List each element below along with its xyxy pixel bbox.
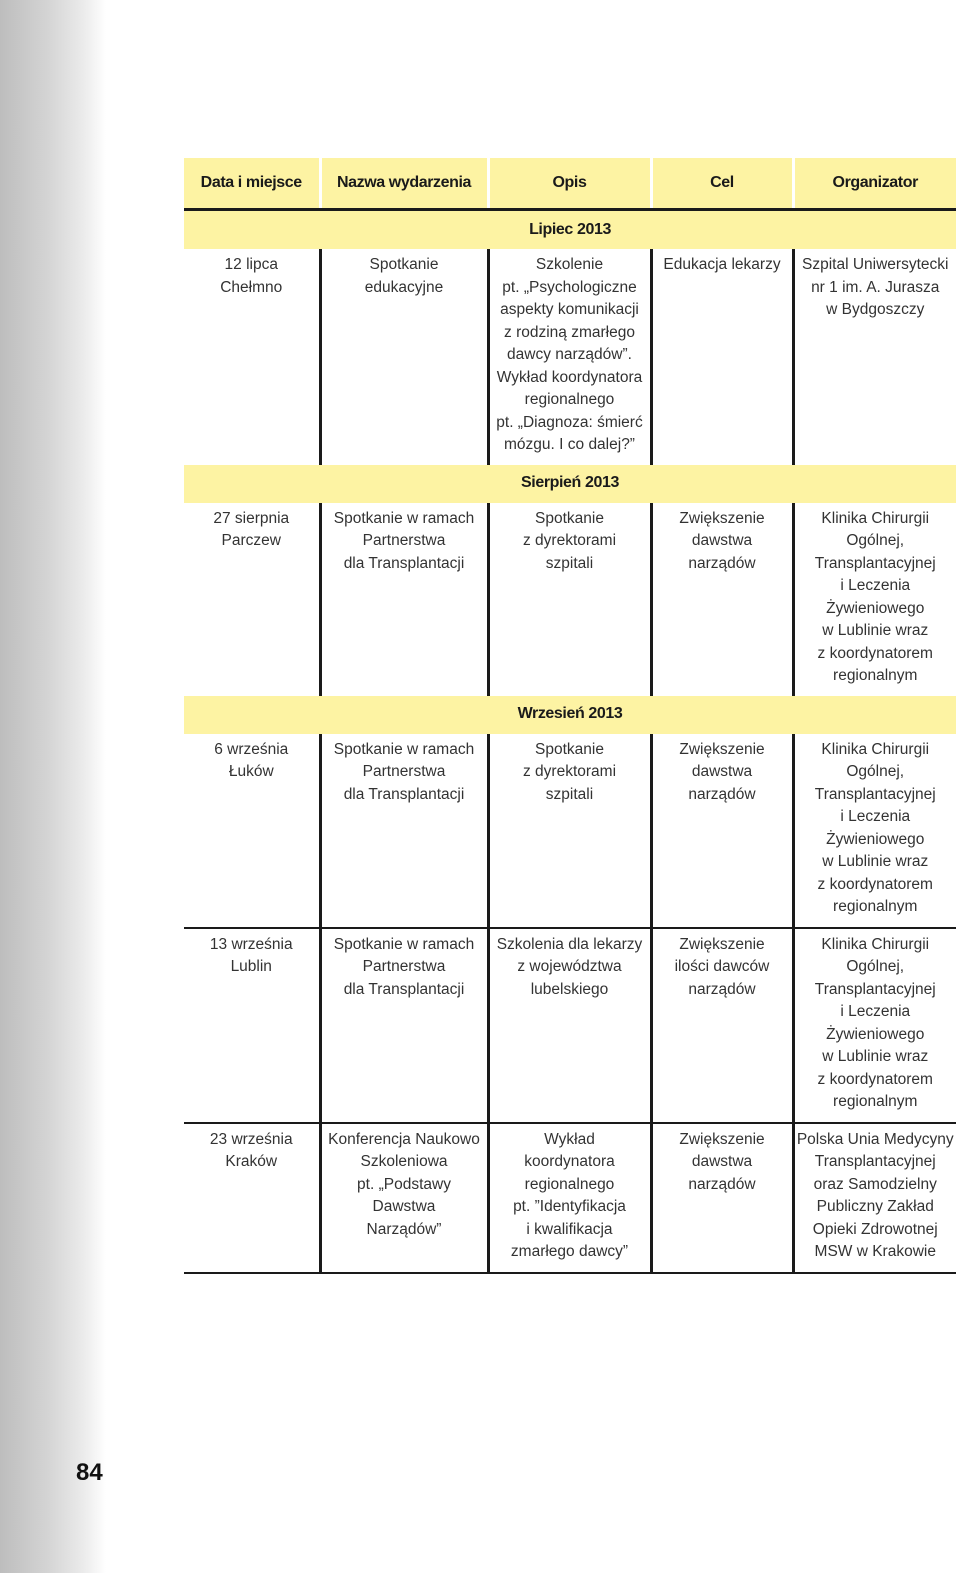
cell-organizer: Polska Unia Medycyny Transplantacyjnej oraz Samodzielny Publiczny Zakład Opieki Zdrowotnej MSW w Krakowie bbox=[793, 1123, 956, 1273]
month-label: Wrzesień 2013 bbox=[184, 696, 956, 734]
month-row bbox=[184, 210, 956, 250]
cell-event-name: Spotkanie w ramach Partnerstwa dla Transplantacji bbox=[320, 928, 488, 1123]
cell-organizer: Klinika Chirurgii Ogólnej, Transplantacyjnej i Leczenia Żywieniowego w Lublinie wraz z koordynatorem regionalnym bbox=[793, 928, 956, 1123]
events-table bbox=[184, 158, 956, 1274]
cell-organizer: Klinika Chirurgii Ogólnej, Transplantacyjnej i Leczenia Żywieniowego w Lublinie wraz z koordynatorem regionalnym bbox=[793, 734, 956, 928]
table-row bbox=[184, 503, 956, 696]
month-row bbox=[184, 696, 956, 734]
cell-event-name: Konferencja Naukowo Szkoleniowa pt. „Podstawy Dawstwa Narządów” bbox=[320, 1123, 488, 1273]
table-header-row bbox=[184, 158, 956, 210]
cell-description: Szkolenie pt. „Psychologiczne aspekty komunikacji z rodziną zmarłego dawcy narządów”. Wykład koordynatora regionalnego pt. „Diagnoza: śmierć mózgu. I co dalej?” bbox=[488, 249, 651, 465]
cell-description: Spotkanie z dyrektorami szpitali bbox=[488, 734, 651, 928]
cell-event-name: Spotkanie w ramach Partnerstwa dla Transplantacji bbox=[320, 734, 488, 928]
cell-date-place: 6 września Łuków bbox=[184, 734, 320, 928]
cell-event-name: Spotkanie w ramach Partnerstwa dla Transplantacji bbox=[320, 503, 488, 696]
cell-description: Wykład koordynatora regionalnego pt. ”Identyfikacja i kwalifikacja zmarłego dawcy” bbox=[488, 1123, 651, 1273]
month-label: Lipiec 2013 bbox=[184, 210, 956, 250]
cell-goal: Zwiększenie dawstwa narządów bbox=[651, 503, 793, 696]
cell-date-place: 13 września Lublin bbox=[184, 928, 320, 1123]
page-number: 84 bbox=[76, 1459, 103, 1486]
month-row bbox=[184, 465, 956, 503]
cell-date-place: 23 września Kraków bbox=[184, 1123, 320, 1273]
cell-goal: Zwiększenie dawstwa narządów bbox=[651, 734, 793, 928]
table-row bbox=[184, 1123, 956, 1273]
cell-date-place: 27 sierpnia Parczew bbox=[213, 509, 290, 549]
header-goal: Cel bbox=[651, 158, 793, 210]
cell-event-name: Spotkanie edukacyjne bbox=[320, 249, 488, 465]
cell-goal: Zwiększenie dawstwa narządów bbox=[651, 1123, 793, 1273]
page-margin-gradient bbox=[0, 0, 106, 1573]
cell-organizer: Klinika Chirurgii Ogólnej, Transplantacyjnej i Leczenia Żywieniowego w Lublinie wraz z koordynatorem regionalnym bbox=[793, 503, 956, 696]
header-description: Opis bbox=[488, 158, 651, 210]
cell-date-place: 12 lipca Chełmno bbox=[220, 256, 283, 296]
table-row bbox=[184, 249, 956, 465]
cell-organizer: Szpital Uniwersytecki nr 1 im. A. Jurasza w Bydgoszczy bbox=[793, 249, 956, 465]
header-organizer: Organizator bbox=[793, 158, 956, 210]
cell-goal: Zwiększenie ilości dawców narządów bbox=[651, 928, 793, 1123]
header-event-name: Nazwa wydarzenia bbox=[320, 158, 488, 210]
cell-description: Szkolenia dla lekarzy z województwa lubelskiego bbox=[488, 928, 651, 1123]
table-row bbox=[184, 734, 956, 928]
header-date-place: Data i miejsce bbox=[184, 158, 320, 210]
cell-description: Spotkanie z dyrektorami szpitali bbox=[488, 503, 651, 696]
month-label: Sierpień 2013 bbox=[184, 465, 956, 503]
cell-goal: Edukacja lekarzy bbox=[651, 249, 793, 465]
table-row bbox=[184, 928, 956, 1123]
